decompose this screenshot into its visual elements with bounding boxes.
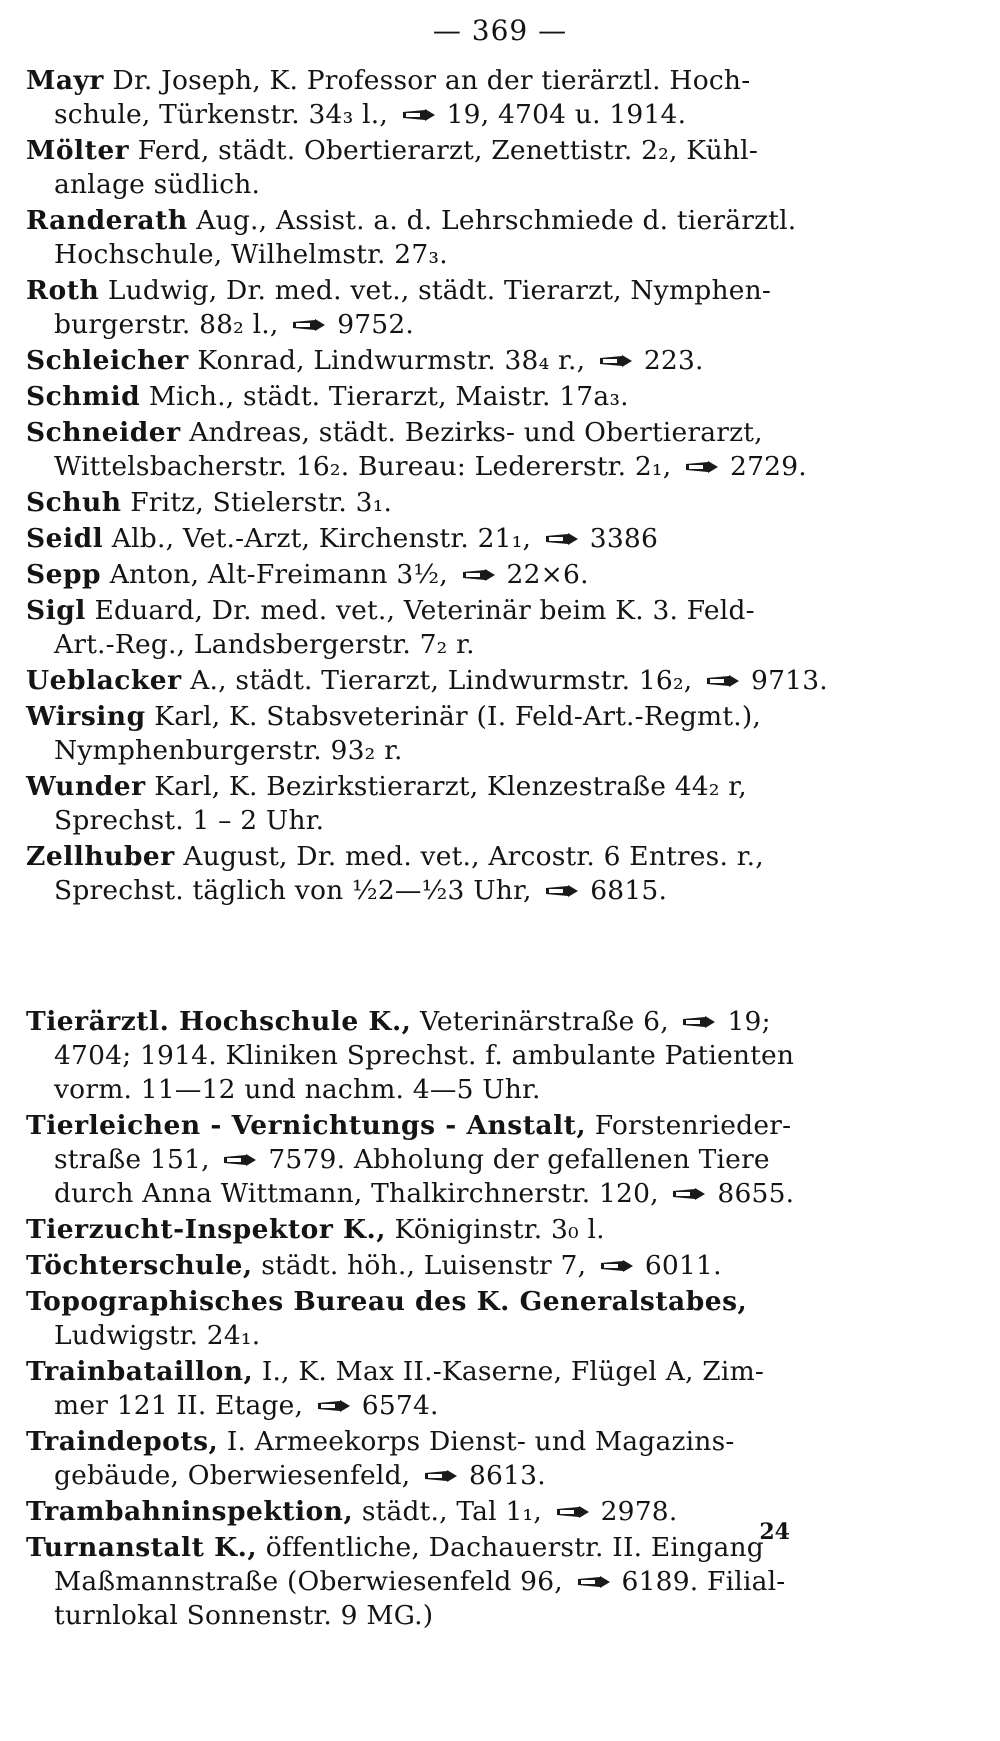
- entry-text: städt., Tal 1₁,: [361, 1496, 551, 1527]
- entry-text: Sprechst. täglich von ½2—½3 Uhr,: [54, 875, 541, 906]
- entry-text: Wittelsbacherstr. 16₂. Bureau: Ledererstr. 2₁,: [54, 451, 681, 482]
- entry-name: Schmid: [26, 381, 141, 412]
- entry-phone: 19, 4704 u. 1914.: [446, 99, 687, 130]
- entry-phone: 6815.: [590, 875, 668, 906]
- telephone-icon: [316, 1398, 356, 1414]
- entry-name: Zellhuber: [26, 841, 175, 872]
- entry-name: Tierzucht-Inspektor K.,: [26, 1214, 386, 1245]
- entry-phone: 6574.: [361, 1390, 439, 1421]
- listing-entry-schmid: [26, 380, 876, 414]
- entry-name: Sigl: [26, 595, 86, 626]
- entry-phone: 3386: [589, 523, 659, 554]
- entry-text: straße 151,: [54, 1144, 219, 1175]
- entry-text: städt. höh., Luisenstr 7,: [261, 1250, 595, 1281]
- entry-text: anlage südlich.: [54, 169, 261, 200]
- entry-text: Ferd, städt. Obertierarzt, Zenettistr. 2₂, Kühl-: [137, 135, 758, 166]
- entry-text: 6189. Filial-: [621, 1566, 786, 1597]
- entry-text: Karl, K. Bezirkstierarzt, Klenzestraße 44₂ r,: [154, 771, 747, 802]
- entry-name: Schleicher: [26, 345, 189, 376]
- entry-text: schule, Türkenstr. 34₃ l.,: [54, 99, 397, 130]
- entry-name: Turnanstalt K.,: [26, 1532, 258, 1563]
- entry-text: August, Dr. med. vet., Arcostr. 6 Entres. r.,: [183, 841, 764, 872]
- entry-text: gebäude, Oberwiesenfeld,: [54, 1460, 419, 1491]
- telephone-icon: [461, 567, 501, 583]
- entry-name: Topographisches Bureau des K. Generalstabes,: [26, 1286, 748, 1317]
- entry-name: Trainbataillon,: [26, 1356, 254, 1387]
- entry-text: I. Armeekorps Dienst- und Magazins-: [226, 1426, 735, 1457]
- telephone-icon: [681, 1014, 721, 1030]
- listing-entry-trainbataillon: [26, 1355, 876, 1423]
- listing-entry-schleicher: [26, 344, 876, 378]
- entry-text: Königinstr. 3₀ l.: [394, 1214, 605, 1245]
- entry-text: Konrad, Lindwurmstr. 38₄ r.,: [197, 345, 594, 376]
- telephone-icon: [705, 673, 745, 689]
- entry-name: Sepp: [26, 559, 102, 590]
- entry-phone: 8655.: [717, 1178, 795, 1209]
- telephone-icon: [222, 1152, 262, 1168]
- listing-entry-wunder: [26, 770, 876, 838]
- entry-name: Schneider: [26, 417, 181, 448]
- telephone-icon: [544, 531, 584, 547]
- entry-text: 7579. Abholung der gefallenen Tiere: [268, 1144, 770, 1175]
- entry-text: Nymphenburgerstr. 93₂ r.: [54, 735, 403, 766]
- entry-name: Töchterschule,: [26, 1250, 253, 1281]
- telephone-icon: [599, 1258, 639, 1274]
- listing-entry-schneider: [26, 416, 876, 484]
- entry-text: A., städt. Tierarzt, Lindwurmstr. 16₂,: [190, 665, 702, 696]
- entry-name: Tierärztl. Hochschule K.,: [26, 1006, 412, 1037]
- listing-entry-sepp: [26, 558, 876, 592]
- entry-text: Ludwig, Dr. med. vet., städt. Tierarzt, Nymphen-: [107, 275, 772, 306]
- page-number: — 369 —: [432, 14, 568, 47]
- listing-entry-turnanstalt: [26, 1531, 876, 1633]
- telephone-icon: [423, 1468, 463, 1484]
- entry-text: mer 121 II. Etage,: [54, 1390, 312, 1421]
- telephone-icon: [401, 107, 441, 123]
- entry-phone: 9752.: [337, 309, 415, 340]
- entry-text: Karl, K. Stabsveterinär (I. Feld-Art.-Regmt.),: [154, 701, 761, 732]
- entry-name: Wunder: [26, 771, 146, 802]
- veterinarian-listing: [26, 64, 876, 908]
- listing-entry-mayr: [26, 64, 876, 132]
- listing-entry-toechterschule: [26, 1249, 876, 1283]
- signature-mark: 24: [759, 1519, 790, 1545]
- entry-text: Maßmannstraße (Oberwiesenfeld 96,: [54, 1566, 572, 1597]
- entry-phone: 9713.: [751, 665, 828, 696]
- entry-phone: 223.: [643, 345, 704, 376]
- entry-name: Trambahninspektion,: [26, 1496, 354, 1527]
- entry-phone: 2729.: [730, 451, 807, 482]
- entry-name: Mayr: [26, 65, 104, 96]
- listing-entry-traindepots: [26, 1425, 876, 1493]
- listing-entry-sigl: [26, 594, 876, 662]
- entry-name: Traindepots,: [26, 1426, 219, 1457]
- entry-text: durch Anna Wittmann, Thalkirchnerstr. 120,: [54, 1178, 668, 1209]
- entry-text: burgerstr. 88₂ l.,: [54, 309, 288, 340]
- entry-text: Fritz, Stielerstr. 3₁.: [130, 487, 393, 518]
- telephone-icon: [555, 1504, 595, 1520]
- entry-text: I., K. Max II.-Kaserne, Flügel A, Zim-: [261, 1356, 765, 1387]
- entry-name: Schuh: [26, 487, 122, 518]
- entry-text: Anton, Alt-Freimann 3½,: [109, 559, 457, 590]
- entry-phone: 19;: [727, 1006, 771, 1037]
- listing-entry-tierzucht-inspektor: [26, 1213, 876, 1247]
- institution-listing: [26, 1005, 876, 1633]
- telephone-icon: [598, 353, 638, 369]
- entry-name: Wirsing: [26, 701, 146, 732]
- entry-text: Dr. Joseph, K. Professor an der tierärztl. Hoch-: [112, 65, 751, 96]
- listing-entry-topographisches-bureau: [26, 1285, 876, 1353]
- telephone-icon: [576, 1574, 616, 1590]
- entry-name: Roth: [26, 275, 100, 306]
- listing-entry-roth: [26, 274, 876, 342]
- entry-text: Alb., Vet.-Arzt, Kirchenstr. 21₁,: [111, 523, 540, 554]
- listing-entry-schuh: [26, 486, 876, 520]
- entry-phone: 22×6.: [506, 559, 589, 590]
- entry-phone: 2978.: [600, 1496, 678, 1527]
- entry-text: Mich., städt. Tierarzt, Maistr. 17a₃.: [148, 381, 629, 412]
- entry-text: vorm. 11—12 und nachm. 4—5 Uhr.: [54, 1074, 541, 1105]
- listing-entry-trambahninspektion: [26, 1495, 876, 1529]
- entry-text: Art.-Reg., Landsbergerstr. 7₂ r.: [54, 629, 475, 660]
- listing-entry-tieraerztl-hochschule: [26, 1005, 876, 1107]
- entry-text: öffentliche, Dachauerstr. II. Eingang: [265, 1532, 764, 1563]
- entry-name: Seidl: [26, 523, 104, 554]
- entry-name: Ueblacker: [26, 665, 182, 696]
- listing-entry-moelter: [26, 134, 876, 202]
- entry-text: Hochschule, Wilhelmstr. 27₃.: [54, 239, 448, 270]
- listing-entry-zellhuber: [26, 840, 876, 908]
- entry-name: Randerath: [26, 205, 188, 236]
- entry-text: 4704; 1914. Kliniken Sprechst. f. ambulante Patienten: [54, 1040, 795, 1071]
- listing-entry-wirsing: [26, 700, 876, 768]
- listing-entry-ueblacker: [26, 664, 876, 698]
- entry-text: Andreas, städt. Bezirks- und Obertierarzt,: [189, 417, 763, 448]
- entry-text: Forstenrieder-: [594, 1110, 792, 1141]
- telephone-icon: [291, 317, 331, 333]
- entry-name: Mölter: [26, 135, 130, 166]
- entry-text: Veterinärstraße 6,: [420, 1006, 678, 1037]
- telephone-icon: [684, 459, 724, 475]
- entry-name: Tierleichen - Vernichtungs - Anstalt,: [26, 1110, 587, 1141]
- listing-entry-randerath: [26, 204, 876, 272]
- entry-text: Eduard, Dr. med. vet., Veterinär beim K. 3. Feld-: [94, 595, 755, 626]
- entry-phone: 8613.: [468, 1460, 546, 1491]
- entry-text: Ludwigstr. 24₁.: [54, 1320, 261, 1351]
- telephone-icon: [671, 1186, 711, 1202]
- entry-phone: 6011.: [644, 1250, 722, 1281]
- entry-text: Sprechst. 1 – 2 Uhr.: [54, 805, 325, 836]
- listing-entry-seidl: [26, 522, 876, 556]
- listing-entry-tierleichen-anstalt: [26, 1109, 876, 1211]
- telephone-icon: [544, 883, 584, 899]
- entry-text: Aug., Assist. a. d. Lehrschmiede d. tierärztl.: [196, 205, 797, 236]
- entry-text: turnlokal Sonnenstr. 9 MG.): [54, 1600, 434, 1631]
